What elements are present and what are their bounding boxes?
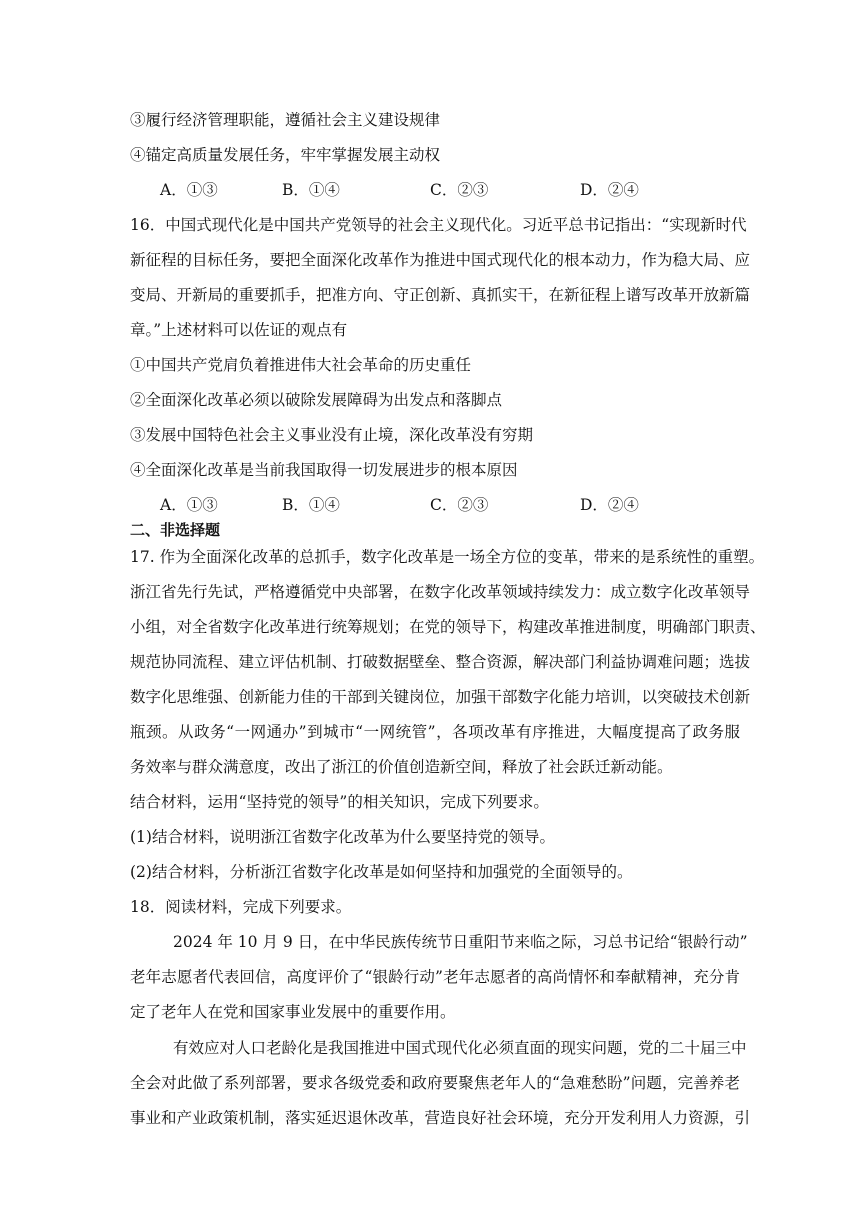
q17-material-line-7: 务效率与群众满意度，改出了浙江的价值创造新空间，释放了社会跃迁新动能。	[130, 758, 673, 776]
q16-options	[160, 495, 740, 515]
q16-option-d: D．②④	[580, 496, 639, 514]
q16-stem-line-3: 变局、开新局的重要抓手，把准方向、守正创新、真抓实干，在新征程上谱写改革开放新篇	[130, 286, 751, 304]
q16-statement-2: ②全面深化改革必须以破除发展障碍为出发点和落脚点	[130, 391, 503, 409]
q16-option-c: C．②③	[430, 496, 489, 514]
q15-option-a: A．①③	[160, 181, 218, 199]
q18-para1-line-1: 2024 年 10 月 9 日，在中华民族传统节日重阳节来临之际，习总书记给“银龄行动”	[173, 933, 748, 951]
q15-option-c: C．②③	[430, 181, 489, 199]
section-heading: 二、非选择题	[130, 521, 221, 539]
q16-stem-line-4: 章。”上述材料可以佐证的观点有	[130, 321, 348, 339]
q17-requirement-2: (2)结合材料，分析浙江省数字化改革是如何坚持和加强党的全面领导的。	[130, 863, 633, 881]
q16-stem-line-1: 16．中国式现代化是中国共产党领导的社会主义现代化。习近平总书记指出：“实现新时代	[130, 216, 747, 234]
q17-material-line-4: 规范协同流程、建立评估机制、打破数据壁垒、整合资源，解决部门利益协调难问题；选拔	[130, 653, 751, 671]
q15-statement-3: ③履行经济管理职能，遵循社会主义建设规律	[130, 111, 441, 129]
q15-option-d: D．②④	[580, 181, 639, 199]
q17-material-line-3: 小组，对全省数字化改革进行统筹规划；在党的领导下，构建改革推进制度，明确部门职责、	[130, 618, 766, 636]
q18-para2-line-1: 有效应对人口老龄化是我国推进中国式现代化必须直面的现实问题，党的二十届三中	[173, 1039, 747, 1057]
q17-instruction: 结合材料，运用“坚持党的领导”的相关知识，完成下列要求。	[130, 793, 549, 811]
q15-options	[160, 180, 740, 200]
q17-material-line-6: 瓶颈。从政务“一网通办”到城市“一网统管”，各项改革有序推进，大幅度提高了政务服	[130, 723, 740, 741]
q18-para1-line-3: 定了老年人在党和国家事业发展中的重要作用。	[130, 1003, 456, 1021]
q17-material-line-2: 浙江省先行先试，严格遵循党中央部署，在数字化改革领域持续发力：成立数字化改革领导	[130, 583, 751, 601]
q17-requirement-1: (1)结合材料，说明浙江省数字化改革为什么要坚持党的领导。	[130, 828, 555, 846]
q18-para2-line-2: 全会对此做了系列部署，要求各级党委和政府要聚焦老年人的“急难愁盼”问题，完善养老	[130, 1074, 740, 1092]
q16-statement-1: ①中国共产党肩负着推进伟大社会革命的历史重任	[130, 356, 472, 374]
q16-option-b: B．①④	[282, 496, 340, 514]
q18-para2-line-3: 事业和产业政策机制，落实延迟退休改革，营造良好社会环境，充分开发利用人力资源，引	[130, 1109, 751, 1127]
q15-option-b: B．①④	[282, 181, 340, 199]
q18-para1-line-2: 老年志愿者代表回信，高度评价了“银龄行动”老年志愿者的高尚情怀和奉献精神，充分肯	[130, 968, 740, 986]
q16-statement-3: ③发展中国特色社会主义事业没有止境，深化改革没有穷期	[130, 426, 534, 444]
q15-statement-4: ④锚定高质量发展任务，牢牢掌握发展主动权	[130, 146, 441, 164]
q17-material-line-1: 17. 作为全面深化改革的总抓手，数字化改革是一场全方位的变革，带来的是系统性的重塑。	[130, 548, 765, 566]
q17-material-line-5: 数字化思维强、创新能力佳的干部到关键岗位，加强干部数字化能力培训，以突破技术创新	[130, 688, 751, 706]
q16-statement-4: ④全面深化改革是当前我国取得一切发展进步的根本原因	[130, 461, 518, 479]
q16-option-a: A．①③	[160, 496, 218, 514]
q16-stem-line-2: 新征程的目标任务，要把全面深化改革作为推进中国式现代化的根本动力，作为稳大局、应	[130, 251, 751, 269]
q18-intro: 18．阅读材料，完成下列要求。	[130, 898, 352, 916]
